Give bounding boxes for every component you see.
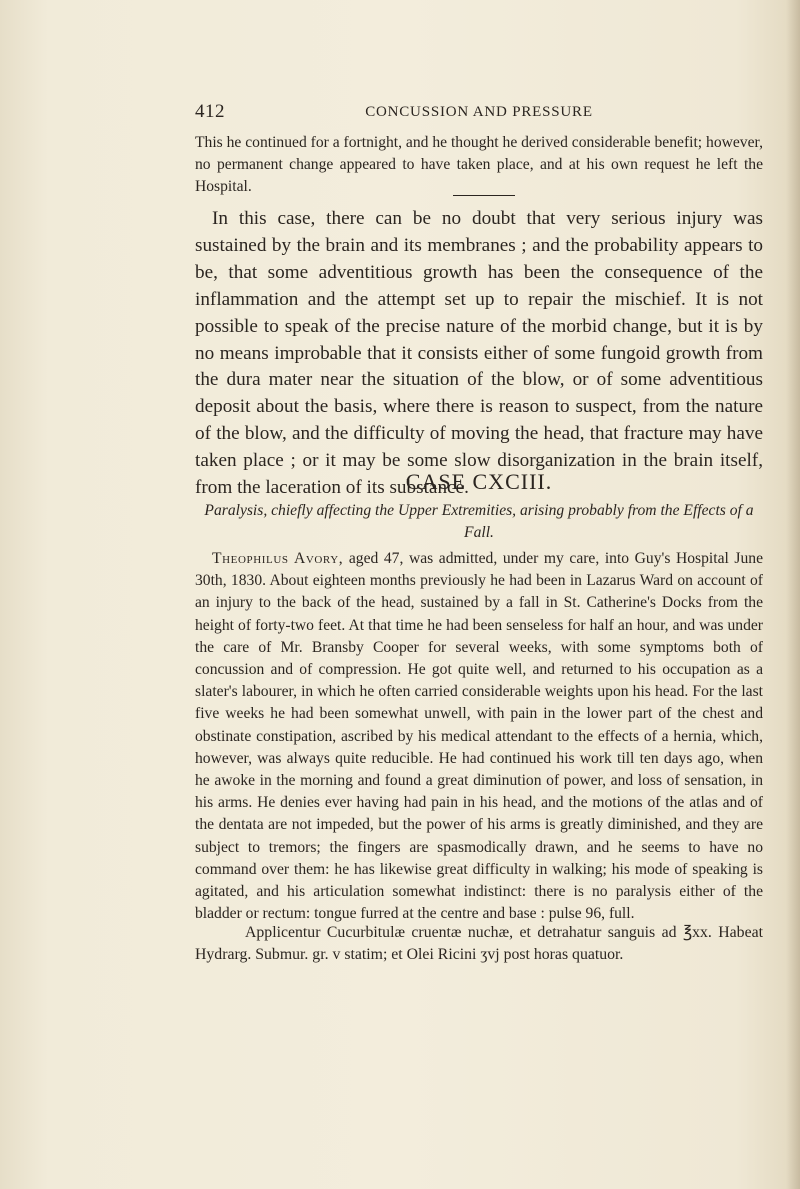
- paragraph-2-text: In this case, there can be no doubt that very serious injury was sustained by the brain and its membranes ; and the probability appears to be, that some adventitious growth has been the consequence of the inflammation and the attempt set up to repair the mischief. It is not possible to speak of the precise nature of the morbid change, but it is by no means improbable that it consists either of some fungoid growth from the dura mater near the situation of the blow, or of some adventitious deposit about the basis, where there is reason to suspect, from the nature of the blow, and the difficulty of moving the head, that fracture may have taken place ; or it may be some slow disorganization in the brain itself, from the laceration of its substance.: [195, 208, 763, 499]
- patient-name: Theophilus Avory,: [212, 550, 344, 567]
- case-history-text: [195, 548, 763, 925]
- paragraph-continuation: [195, 132, 763, 199]
- page-number: 412: [195, 101, 225, 122]
- prescription-text: Applicentur Cucurbitulæ cruentæ nuchæ, et detrahatur sanguis ad ℥xx. Habeat Hydrarg. Submur. gr. v statim; et Olei Ricini ʒvj post horas quatuor.: [195, 924, 763, 964]
- case-history-body: aged 47, was admitted, under my care, into Guy's Hospital June 30th, 1830. About eighteen months previously he had been in Lazarus Ward on account of an injury to the back of the head, sustained by a fall in St. Catherine's Docks from the height of forty-two feet. At that time he had been senseless for half an hour, and was under the care of Mr. Bransby Cooper for several weeks, with some symptoms both of concussion and of compression. He got quite well, and returned to his occupation as a slater's labourer, in which he often carried considerable weights upon his head. For the last five weeks he had been somewhat unwell, with pain in the lower part of the chest and obstinate constipation, ascribed by his medical attendant to the effects of a hernia, which, however, was always quite reducible. He had continued his work till ten days ago, when he awoke in the morning and found a great diminution of power, and loss of sensation, in his arms. He denies ever having had pain in his head, and the motions of the atlas and of the dentata are not impeded, but the power of his arms is greatly diminished, and they are subject to tremors; the fingers are spasmodically drawn, and he seems to have no command over them: he has likewise great difficulty in walking; his mode of speaking is agitated, and his articulation somewhat indistinct: there is no paralysis either of the bladder or rectum: tongue furred at the centre and base : pulse 96, full.: [195, 550, 763, 923]
- section-divider: [453, 195, 515, 196]
- case-subtitle-text: Paralysis, chiefly affecting the Upper Extremities, arising probably from the Effects of a Fall.: [204, 502, 754, 541]
- commentary-paragraph: [195, 206, 763, 502]
- case-title: CASE CXCIII.: [405, 469, 553, 494]
- case-subtitle: [195, 500, 763, 544]
- page-header: [195, 101, 763, 125]
- paragraph-1-text: This he continued for a fortnight, and he thought he derived considerable benefit; however, no permanent change appeared to have taken place, and at his own request he left the Hospital.: [195, 134, 763, 196]
- case-history-paragraph: [195, 548, 763, 925]
- prescription-paragraph: [195, 922, 763, 966]
- page-edge-shadow: [786, 0, 800, 1189]
- running-head: CONCUSSION AND PRESSURE: [365, 104, 593, 120]
